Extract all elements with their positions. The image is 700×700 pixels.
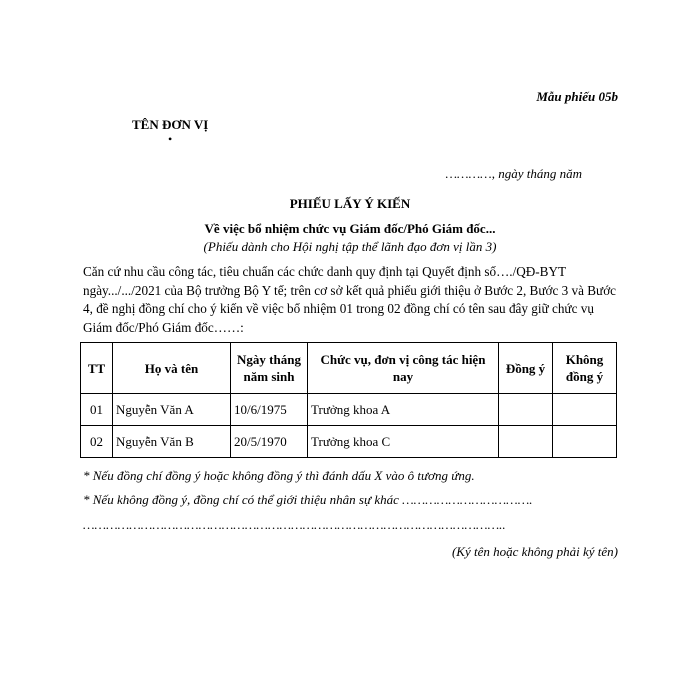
row-tt: 02	[81, 426, 113, 458]
unit-name: TÊN ĐƠN VỊ	[132, 117, 209, 132]
fill-in-line: ………………………………………………………………………………………………..	[83, 517, 506, 532]
agree-cell[interactable]	[499, 426, 553, 458]
candidate-table	[80, 342, 617, 458]
bullet-mark: •	[168, 132, 173, 146]
disagree-cell[interactable]	[553, 426, 617, 458]
row-position: Trưởng khoa A	[308, 394, 499, 426]
table-header-row	[81, 343, 617, 394]
footnote-mark-instruction: * Nếu đồng chí đồng ý hoặc không đồng ý thì đánh dấu X vào ô tương ứng.	[83, 468, 475, 483]
body-paragraph: Căn cứ nhu cầu công tác, tiêu chuẩn các chức danh quy định tại Quyết định số…./QĐ-BYT ngày.../.../2021 của Bộ trưởng Bộ Y tế; trên cơ sở kết quả phiếu giới thiệu ở Bước 2, Bước 3 và Bước 4, đề nghị đồng chí cho ý kiến về việc bổ nhiệm 01 trong 02 đồng chí có tên sau đây giữ chức vụ Giám đốc/Phó Giám đốc……:	[83, 264, 617, 335]
form-code: Mẫu phiếu 05b	[536, 89, 618, 104]
signature-note: (Ký tên hoặc không phải ký tên)	[451, 544, 618, 559]
header-disagree: Không đồng ý	[553, 343, 617, 394]
agree-cell[interactable]	[499, 394, 553, 426]
document-note: (Phiếu dành cho Hội nghị tập thể lãnh đạo đơn vị lần 3)	[203, 239, 497, 254]
header-agree: Đồng ý	[499, 343, 553, 394]
row-name: Nguyễn Văn A	[113, 394, 231, 426]
header-tt: TT	[81, 343, 113, 394]
disagree-cell[interactable]	[553, 394, 617, 426]
table-row	[81, 426, 617, 458]
row-tt: 01	[81, 394, 113, 426]
header-name: Họ và tên	[113, 343, 231, 394]
document-title: PHIẾU LẤY Ý KIẾN	[289, 196, 411, 211]
row-dob: 10/6/1975	[231, 394, 308, 426]
table-row	[81, 394, 617, 426]
header-position: Chức vụ, đơn vị công tác hiện nay	[308, 343, 499, 394]
place-date: …………, ngày tháng năm	[445, 166, 582, 181]
document-subtitle: Về việc bổ nhiệm chức vụ Giám đốc/Phó Giám đốc...	[204, 221, 496, 236]
row-dob: 20/5/1970	[231, 426, 308, 458]
header-dob: Ngày tháng năm sinh	[231, 343, 308, 394]
row-position: Trưởng khoa C	[308, 426, 499, 458]
footnote-nominate-other: * Nếu không đồng ý, đồng chí có thể giới thiệu nhân sự khác …………………………….	[83, 492, 533, 507]
row-name: Nguyễn Văn B	[113, 426, 231, 458]
